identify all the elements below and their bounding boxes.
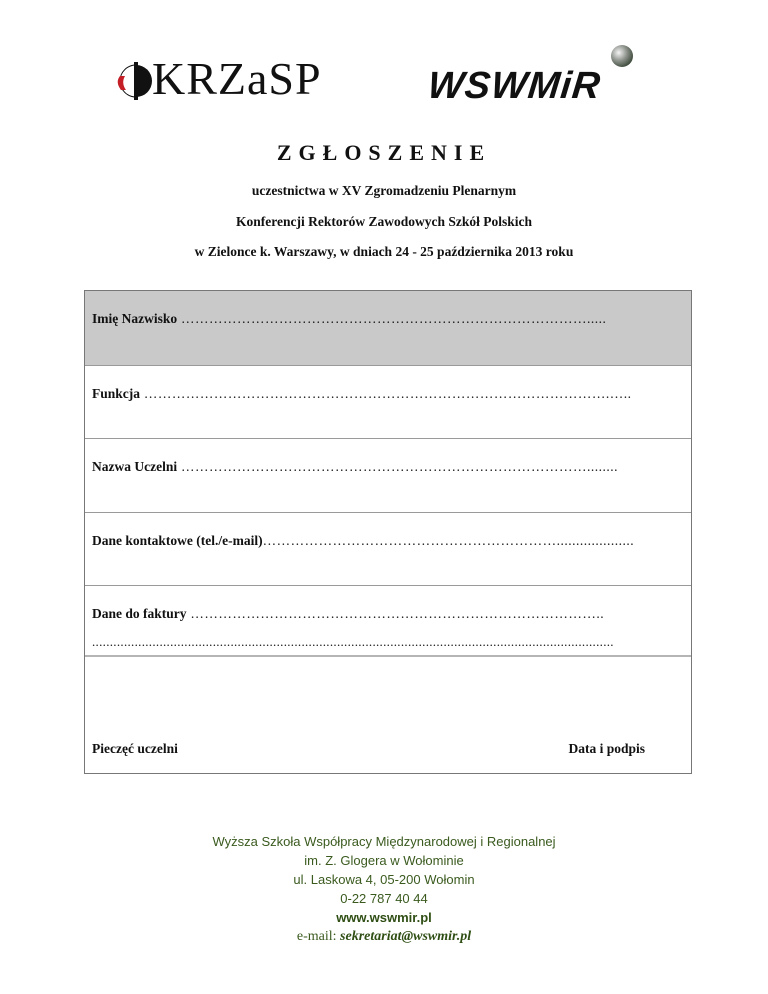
contact-dots: ……………………………………………………….................... [262, 533, 635, 548]
subtitle-line-2: Konferencji Rektorów Zawodowych Szkół Polskich [236, 214, 532, 229]
globe-icon [610, 44, 634, 68]
krzasp-logo-text: KRZaSP [152, 53, 322, 104]
function-label: Funkcja [92, 386, 141, 401]
name-label: Imię Nazwisko [92, 311, 178, 326]
wswmir-logo [425, 44, 672, 107]
contact-label: Dane kontaktowe (tel./e-mail) [92, 533, 263, 548]
signature-area[interactable] [85, 657, 691, 773]
footer-email-link[interactable]: sekretariat@wswmir.pl [340, 929, 472, 944]
university-field[interactable] [85, 439, 691, 513]
university-label: Nazwa Uczelni [92, 459, 178, 474]
krzasp-emblem-icon [112, 56, 152, 106]
name-dots: ……………………………………………………………………………..... [177, 311, 607, 326]
footer-website-link[interactable]: www.wswmir.pl [336, 910, 432, 925]
billing-field[interactable] [85, 586, 691, 657]
billing-dots: …………………………………………………………………………….. [186, 606, 605, 621]
footer [0, 832, 768, 946]
footer-school: Wyższa Szkoła Współpracy Międzynarodowej i Regionalnej [212, 834, 556, 849]
registration-form [84, 290, 692, 774]
subtitle-line-1: uczestnictwa w XV Zgromadzeniu Plenarnym [251, 183, 517, 198]
krzasp-logo [112, 52, 352, 108]
stamp-label: Pieczęć uczelni [92, 741, 178, 756]
billing-label: Dane do faktury [92, 606, 187, 621]
footer-email [0, 927, 768, 946]
contact-field[interactable] [85, 513, 691, 586]
name-field[interactable] [85, 291, 691, 366]
wswmir-logo-text: WSWMiR [425, 65, 603, 107]
footer-email-prefix: e-mail: [296, 929, 341, 944]
function-dots: ……………………………………………………………………………………….….. [140, 386, 632, 401]
footer-phone: 0-22 787 40 44 [340, 891, 428, 906]
billing-extra-line: ................................................................................................................................................... [92, 634, 614, 649]
function-field[interactable] [85, 366, 691, 439]
university-dots: ……………………………………………………………………………........ [177, 459, 618, 474]
document-title: ZGŁOSZENIE [276, 140, 492, 165]
subtitle-line-3: w Zielonce k. Warszawy, w dniach 24 - 25 października 2013 roku [194, 244, 574, 259]
footer-patron: im. Z. Glogera w Wołominie [304, 853, 464, 868]
date-signature-label: Data i podpis [568, 741, 645, 756]
footer-address: ul. Laskowa 4, 05-200 Wołomin [293, 872, 475, 887]
